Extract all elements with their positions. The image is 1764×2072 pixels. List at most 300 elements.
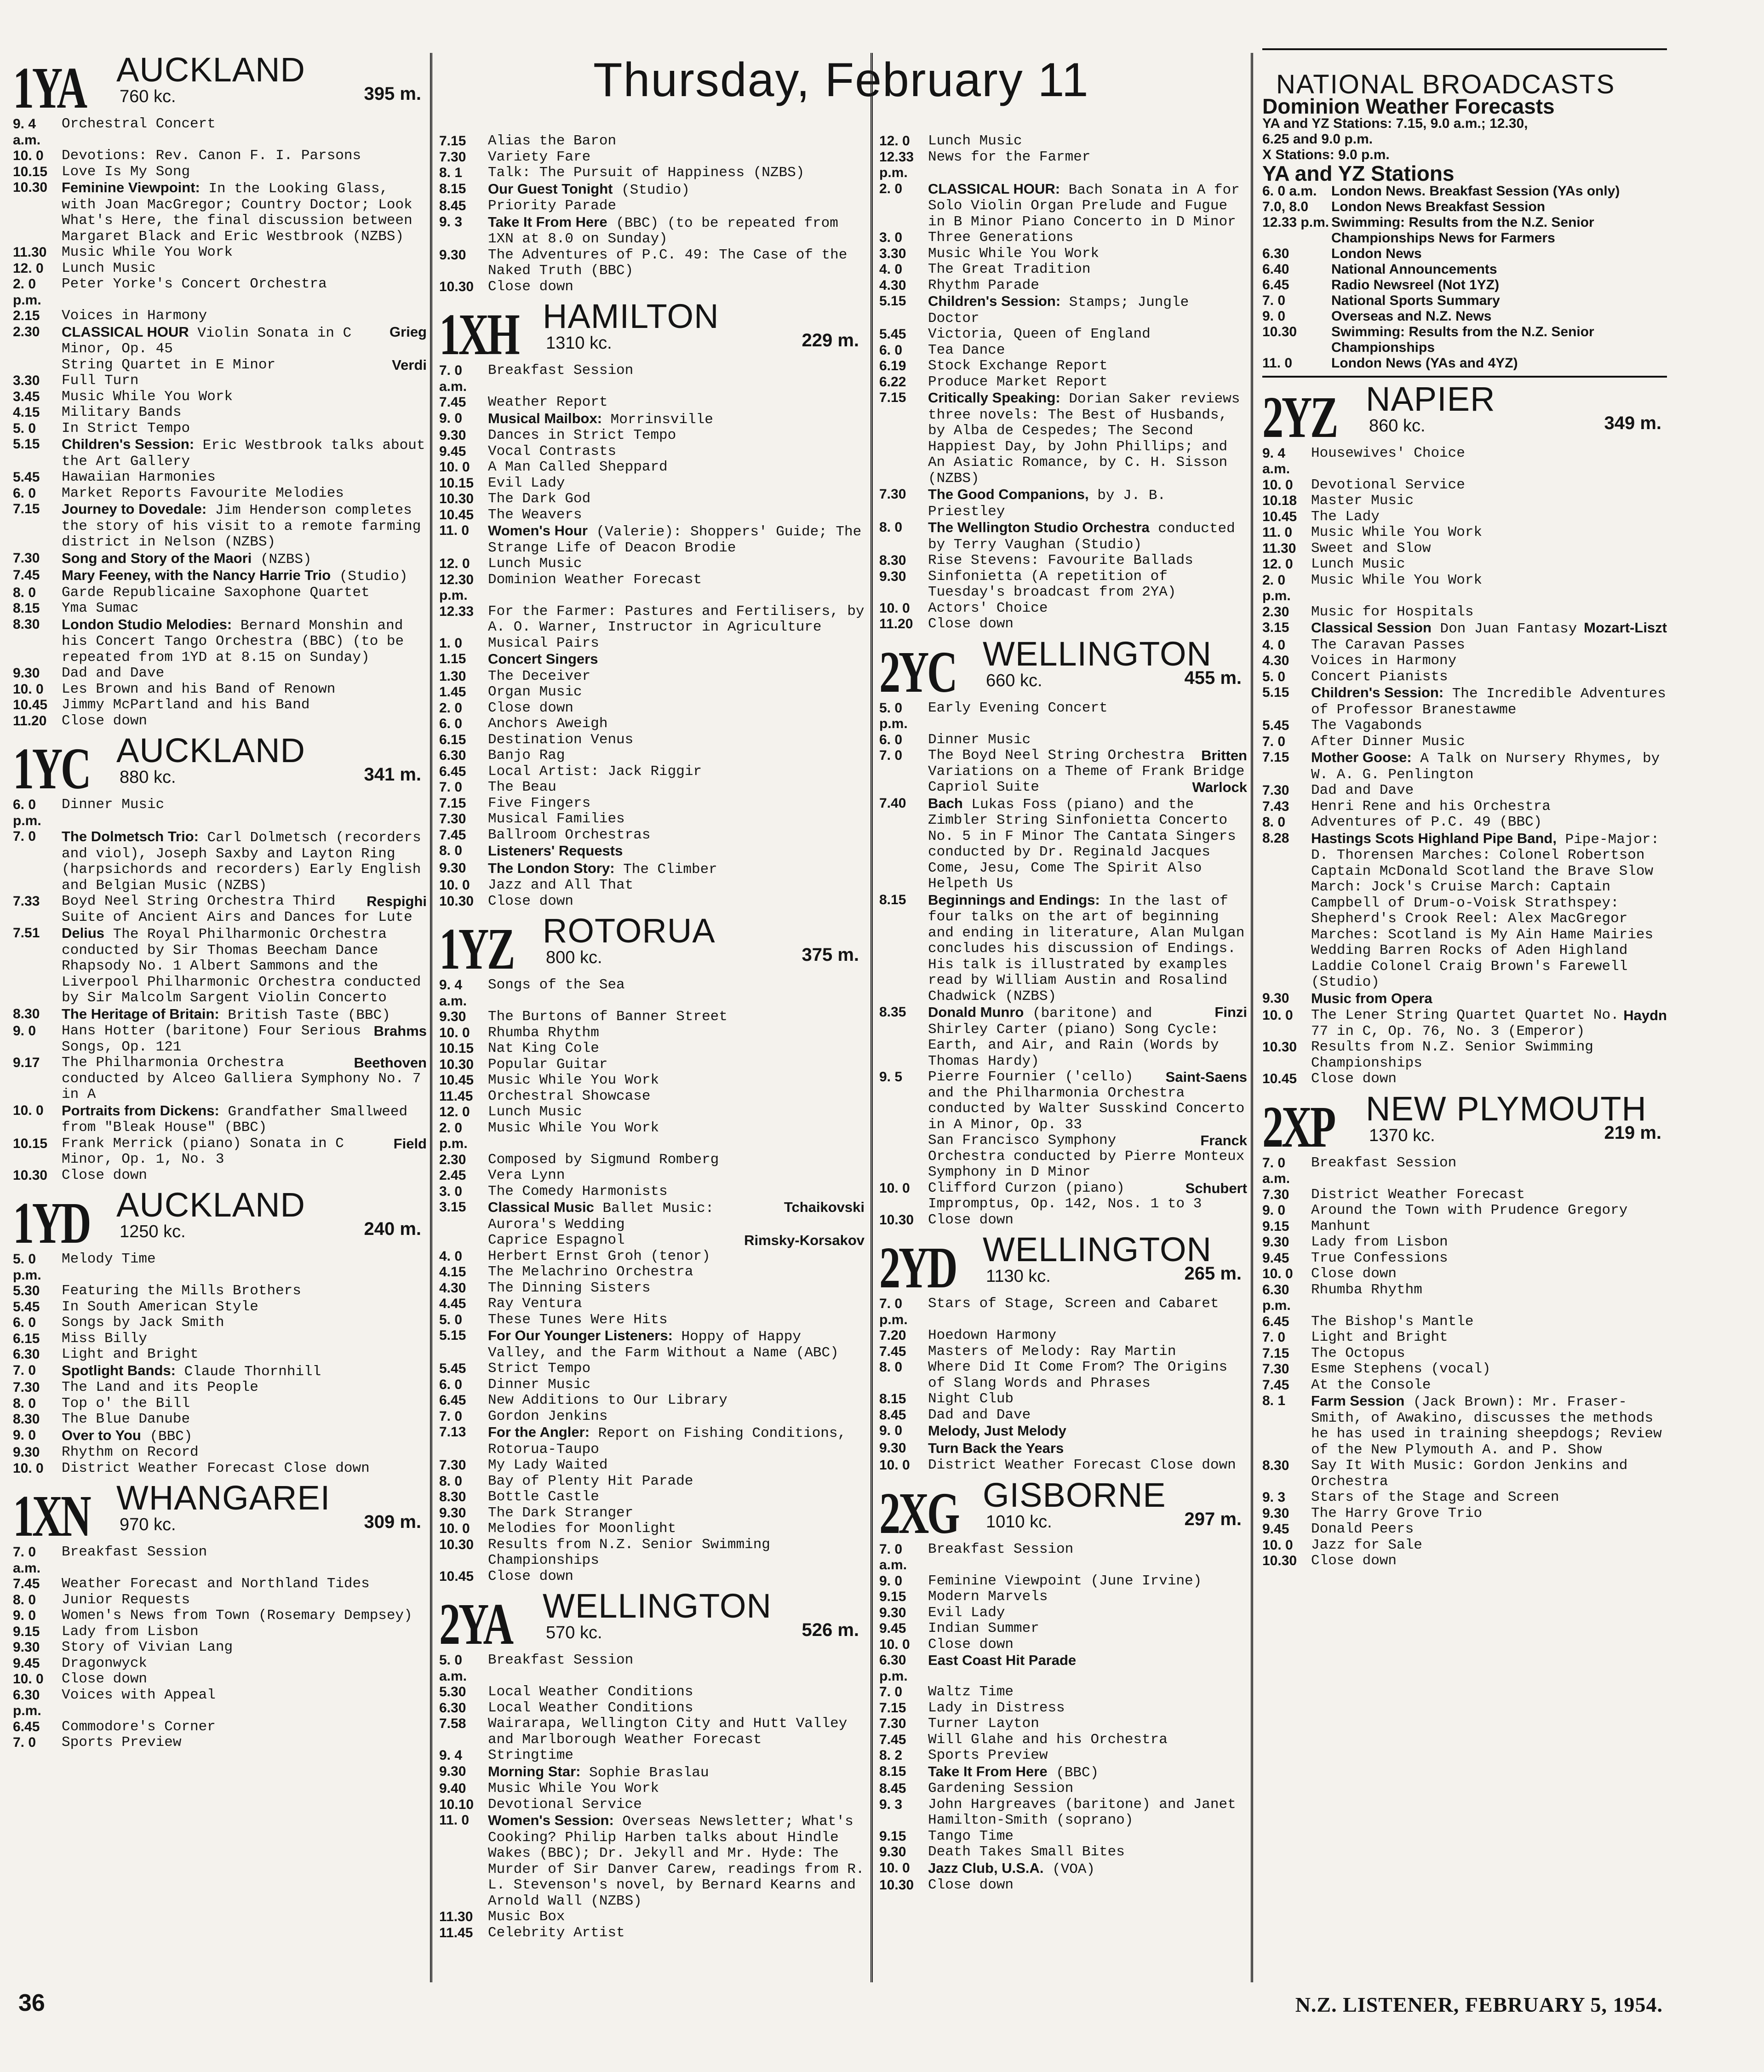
programme-detail: John Hargreaves (baritone) and Janet Hamilton-Smith (soprano) <box>928 1796 1236 1828</box>
programme-time: 7. 0 <box>439 780 463 795</box>
programme-detail: The Caravan Passes <box>1311 637 1465 653</box>
programme-time: 7. 0 <box>439 1408 463 1424</box>
station-header <box>13 1186 427 1256</box>
station-frequency: 660 kc. <box>986 671 1042 690</box>
programme-row <box>13 261 427 277</box>
station-callsign: 1YZ <box>439 916 514 981</box>
programme-detail: Composed by Sigmund Romberg <box>488 1151 719 1168</box>
programme-text <box>1311 541 1667 557</box>
programme-time: 2. 0 p.m. <box>439 1120 468 1151</box>
programme-text <box>62 666 427 682</box>
programme-row <box>13 1640 427 1656</box>
programme-row <box>439 1152 865 1168</box>
programme-time: 6. 0 p.m. <box>13 797 41 828</box>
programme-text <box>928 262 1247 278</box>
programme-time: 9.30 <box>439 1763 466 1779</box>
weather-line: 6.25 and 9.0 p.m. <box>1262 132 1373 147</box>
programme-text <box>62 1428 427 1445</box>
programme-row <box>439 198 865 214</box>
programme-row <box>879 520 1247 553</box>
programme-row <box>1262 1393 1667 1458</box>
programme-detail: Orchestral Concert <box>62 116 216 132</box>
programme-row <box>439 181 865 199</box>
programme-text <box>1311 750 1667 783</box>
programme-detail: Waltz Time <box>928 1684 1014 1700</box>
programme-title: Children's Session: <box>1311 684 1444 700</box>
programme-row <box>879 1328 1247 1344</box>
programme-detail: Songs by Jack Smith <box>62 1314 224 1331</box>
programme-row <box>439 1377 865 1393</box>
programme-text <box>488 1521 865 1537</box>
programme-time: 7.20 <box>879 1328 906 1343</box>
programme-row <box>1262 493 1667 509</box>
programme-time: 8. 1 <box>1262 1393 1286 1408</box>
programme-time: 10.30 <box>879 1877 914 1893</box>
programme-time: 7.15 <box>13 501 40 517</box>
station-frequency: 880 kc. <box>120 768 176 787</box>
programme-time: 7.30 <box>13 550 40 566</box>
programme-row <box>13 1023 427 1055</box>
programme-row <box>13 148 427 164</box>
programme-text <box>488 523 865 556</box>
programme-row <box>13 180 427 245</box>
programme-time: 9. 3 <box>879 1796 903 1812</box>
programme-text <box>488 1312 865 1328</box>
programme-detail: Yma Sumac <box>62 600 139 616</box>
programme-row <box>1262 1008 1667 1039</box>
programme-time: 9.40 <box>439 1781 466 1796</box>
programme-text <box>62 585 427 601</box>
station-wavelength: 265 m. <box>1184 1263 1242 1284</box>
programme-row <box>439 1249 865 1265</box>
programme-row <box>13 551 427 568</box>
programme-detail: Light and Bright <box>62 1346 199 1362</box>
programme-text <box>1311 1314 1667 1330</box>
programme-time: 7. 0 <box>1262 293 1286 308</box>
programme-detail: Dorian Saker reviews three novels: The Best of Husbands, by Alba de Cespedes; The Second Happiest Day, by John Phillips; and An Asiatic Romance, by C. H. Sisson (NZBS) <box>928 391 1240 487</box>
programme-title: Women's Session: <box>488 1812 614 1828</box>
programme-time: 8. 0 <box>1262 815 1286 830</box>
programme-row <box>1262 799 1667 815</box>
programme-row <box>13 116 427 148</box>
programme-text <box>488 1409 865 1425</box>
programme-text <box>488 363 865 395</box>
programme-row <box>439 1781 865 1797</box>
composer-name: Britten <box>1201 747 1247 763</box>
programme-time: 12. 0 <box>13 260 44 276</box>
programme-detail: Henri Rene and his Orchestra <box>1311 798 1551 815</box>
programme-text <box>62 1640 427 1656</box>
programme-time: 6.30 <box>13 1347 40 1362</box>
programme-text <box>488 732 865 748</box>
programme-text <box>488 1537 865 1569</box>
programme-text <box>1311 669 1667 685</box>
station-block-s2yz <box>1262 379 1667 1087</box>
programme-title: Turn Back the Years <box>928 1440 1064 1456</box>
programme-row <box>439 1168 865 1184</box>
programme-time: 6. 0 <box>879 342 903 358</box>
programme-detail: The Beau <box>488 779 556 795</box>
programme-time: 9.15 <box>13 1624 40 1639</box>
programme-text <box>488 1716 865 1748</box>
programme-time: 8. 0 <box>13 585 36 600</box>
programme-detail: Dinner Music <box>488 1376 591 1393</box>
programme-time: 3.30 <box>879 246 906 261</box>
programme-text <box>488 1700 865 1716</box>
programme-detail: After Dinner Music <box>1311 733 1465 750</box>
programme-text <box>62 486 427 502</box>
programme-row <box>1262 477 1667 494</box>
national-row <box>1262 309 1667 324</box>
programme-detail: Vocal Contrasts <box>488 443 617 459</box>
programme-time: 4.30 <box>879 277 906 293</box>
programme-time: 7. 0 <box>13 1362 36 1378</box>
programme-text <box>1311 1553 1667 1569</box>
programme-detail: Close down <box>488 1568 574 1584</box>
programme-text <box>488 1361 865 1377</box>
programme-detail: Clifford Curzon (piano) Impromptus, Op. 142, Nos. 1 to 3 <box>928 1180 1202 1212</box>
programme-detail: Wairarapa, Wellington City and Hutt Valley and Marlborough Weather Forecast <box>488 1716 848 1748</box>
programme-time: 10.30 <box>439 1056 474 1072</box>
programme-detail: Pipe-Major: D. Thorensen Marches: Colonel Robertson Captain McDonald Scotland the Brave Slow March: Jock's Cruise March: Captain Campbell of Drum-o-Voisk Strathspey: Shepherd's Crook Reel: Alex MacGregor Marches: Scotland is My Ain Hame Mairies Wedding Barren Rocks of Aden Highland Laddie Colonel Craig Brown's Farewell (Studio) <box>1311 831 1660 990</box>
programme-time: 10. 0 <box>439 1025 470 1040</box>
programme-title: Feminine Viewpoint: <box>62 179 200 195</box>
programme-row <box>1262 1282 1667 1314</box>
programme-detail: The Harry Grove Trio <box>1311 1505 1483 1521</box>
programme-row <box>879 487 1247 520</box>
programme-time: 10. 0 <box>1262 1008 1293 1023</box>
programme-text <box>928 327 1247 343</box>
programme-detail: Radio Newsreel (Not 1YZ) <box>1331 277 1500 293</box>
programme-detail: My Lady Waited <box>488 1457 608 1473</box>
programme-title: East Coast Hit Parade <box>928 1652 1077 1668</box>
programme-detail: Alias the Baron <box>488 133 617 149</box>
station-callsign: 1XN <box>13 1483 90 1549</box>
station-block-s2xg <box>879 1475 1247 1894</box>
programme-text <box>62 180 427 245</box>
programme-text <box>488 1909 865 1925</box>
programme-time: 1.30 <box>439 668 466 684</box>
programme-row <box>1262 1490 1667 1506</box>
programme-detail: The Great Tradition <box>928 261 1091 277</box>
programme-text <box>488 1184 865 1200</box>
programme-row <box>13 1576 427 1592</box>
programme-row <box>879 796 1247 892</box>
programme-detail: Weather Forecast and Northland Tides <box>62 1576 370 1592</box>
programme-text <box>62 261 427 277</box>
programme-detail: London News Breakfast Session <box>1331 199 1546 214</box>
station-block-s1xn <box>13 1481 427 1751</box>
station-callsign: 1XH <box>439 302 518 367</box>
programme-row <box>13 308 427 324</box>
programme-text <box>62 1347 427 1363</box>
programme-text <box>62 245 427 261</box>
programme-row <box>439 1057 865 1073</box>
programme-time: 7.15 <box>879 390 906 405</box>
station-callsign: 1YD <box>13 1190 90 1256</box>
programme-row <box>439 1393 865 1409</box>
programme-row <box>439 395 865 411</box>
programme-detail: Where Did It Come From? The Origins of Slang Words and Phrases <box>928 1359 1228 1391</box>
programme-row <box>879 1653 1247 1684</box>
programme-time: 9.45 <box>439 443 466 459</box>
programme-text <box>488 491 865 507</box>
programme-time: 8.45 <box>879 1781 906 1796</box>
programme-text <box>488 459 865 476</box>
programme-time: 9. 0 <box>879 1573 903 1589</box>
programme-detail: Close down <box>928 1877 1014 1893</box>
programme-time: 5.30 <box>13 1283 40 1298</box>
programme-row <box>439 1797 865 1813</box>
station-frequency: 1130 kc. <box>986 1267 1051 1286</box>
programme-time: 11. 0 <box>1262 525 1293 540</box>
programme-row <box>439 1653 865 1684</box>
station-city: NAPIER <box>1366 379 1495 418</box>
programme-title: Morning Star: <box>488 1763 581 1779</box>
programme-title: Classical Session <box>1311 620 1432 636</box>
programme-row <box>13 486 427 502</box>
programme-text <box>488 1569 865 1585</box>
programme-detail: The Burtons of Banner Street <box>488 1009 727 1025</box>
programme-detail: Love Is My Song <box>62 163 190 180</box>
programme-time: 7. 0 <box>1262 734 1286 749</box>
national-row <box>1262 356 1667 371</box>
programme-time: 9.30 <box>879 1440 906 1456</box>
programme-time: 6.45 <box>1262 1314 1289 1329</box>
programme-text <box>928 1764 1247 1781</box>
programme-row <box>1262 1458 1667 1490</box>
programme-time: 7.30 <box>439 1458 466 1473</box>
programme-time: 7. 0 <box>13 1735 36 1750</box>
programme-row <box>439 811 865 827</box>
programme-title: Concert Singers <box>488 651 598 667</box>
programme-text <box>488 214 865 247</box>
programme-detail: Say It With Music: Gordon Jenkins and Orchestra <box>1311 1458 1628 1490</box>
programme-detail: Music for Hospitals <box>1311 603 1474 620</box>
programme-detail: Weather Report <box>488 394 608 410</box>
station-wavelength: 219 m. <box>1604 1122 1661 1143</box>
programme-time: 8. 1 <box>439 165 463 180</box>
programme-detail: Melodies for Moonlight <box>488 1521 676 1537</box>
programme-title: Journey to Dovedale: <box>62 501 207 517</box>
programme-text <box>488 1393 865 1409</box>
composer-name: Finzi <box>1214 1004 1247 1020</box>
programme-detail: Concert Pianists <box>1311 668 1448 685</box>
programme-row <box>439 1813 865 1909</box>
programme-text <box>928 390 1247 487</box>
programme-text <box>488 1925 865 1941</box>
station-wavelength: 526 m. <box>802 1620 859 1640</box>
programme-text <box>62 1687 427 1719</box>
programme-detail: Feminine Viewpoint (June Irvine) <box>928 1573 1202 1589</box>
programme-text <box>928 553 1247 569</box>
national-title: NATIONAL BROADCASTS <box>1276 69 1615 99</box>
programme-text <box>1311 831 1667 991</box>
programme-text <box>928 1328 1247 1344</box>
programme-time: 9.15 <box>1262 1218 1289 1234</box>
programme-time: 5.45 <box>1262 718 1289 733</box>
programme-detail: Close down <box>1311 1266 1397 1282</box>
programme-row <box>13 436 427 470</box>
programme-text <box>928 1700 1247 1716</box>
programme-row <box>439 977 865 1009</box>
programme-row <box>879 1589 1247 1605</box>
programme-row <box>1262 734 1667 750</box>
programme-row <box>439 1537 865 1569</box>
programme-row <box>879 293 1247 327</box>
programme-detail: (BBC) <box>149 1428 193 1445</box>
programme-text <box>928 1860 1247 1878</box>
programme-time: 3.15 <box>439 1200 466 1215</box>
programme-title: The London Story: <box>488 860 615 876</box>
programme-detail: Actors' Choice <box>928 600 1048 616</box>
programme-detail: Bay of Plenty Hit Parade <box>488 1473 693 1489</box>
programme-text <box>1311 991 1667 1008</box>
programme-title: For Our Younger Listeners: <box>488 1327 673 1343</box>
programme-title: Portraits from Dickens: <box>62 1102 219 1119</box>
programme-text <box>488 764 865 780</box>
programme-text <box>1311 525 1667 541</box>
programme-detail: Breakfast Session <box>62 1544 207 1560</box>
programme-row <box>13 925 427 1006</box>
programme-text <box>928 1844 1247 1860</box>
programme-text <box>1311 1039 1667 1071</box>
programme-time: 9.30 <box>1262 1505 1289 1521</box>
programme-text <box>488 507 865 523</box>
programme-row <box>13 373 427 389</box>
station-frequency: 1370 kc. <box>1369 1125 1435 1145</box>
programme-text <box>488 748 865 764</box>
programme-time: 9. 3 <box>439 214 463 230</box>
programme-title: Bach <box>928 795 963 811</box>
programme-detail: Five Fingers <box>488 795 591 811</box>
programme-text <box>928 796 1247 892</box>
programme-text <box>488 1200 865 1233</box>
programme-time: 10.15 <box>439 475 474 491</box>
programme-row <box>1262 1553 1667 1569</box>
station-block-s1yz <box>439 914 865 1584</box>
programme-detail: The Bishop's Mantle <box>1311 1313 1474 1330</box>
programme-row <box>879 1684 1247 1700</box>
programme-text <box>1311 1330 1667 1346</box>
station-block-s2ya <box>439 1589 865 1941</box>
programme-detail: Swimming: Results from the N.Z. Senior Championships <box>1331 324 1594 355</box>
programme-text <box>488 1377 865 1393</box>
programme-row <box>879 780 1247 796</box>
programme-detail: Violin Sonata in C Minor, Op. 45 <box>62 325 352 357</box>
programme-detail: Hoppy of Happy Valley, and the Farm Without a Name (ABC) <box>488 1329 839 1361</box>
programme-row <box>13 1735 427 1751</box>
composer-name: Haydn <box>1623 1007 1667 1023</box>
programme-detail: (BBC) <box>1056 1764 1099 1781</box>
programme-title: Hastings Scots Highland Pipe Band, <box>1311 830 1557 846</box>
programme-time: 7.30 <box>879 487 906 502</box>
programme-time: 10. 0 <box>879 600 910 616</box>
programme-row <box>439 1312 865 1328</box>
programme-text <box>62 1608 427 1624</box>
programme-text <box>928 374 1247 390</box>
programme-time: 10. 0 <box>13 1460 44 1476</box>
programme-row <box>1262 1538 1667 1554</box>
programme-time: 9.30 <box>1262 1234 1289 1250</box>
programme-detail: Lady from Lisbon <box>1311 1234 1448 1250</box>
composer-name: Respighi <box>367 893 427 909</box>
programme-detail: Strict Tempo <box>488 1360 591 1377</box>
programme-row <box>439 149 865 166</box>
programme-detail: Close down <box>928 1211 1014 1228</box>
programme-detail: Close down <box>1311 1553 1397 1569</box>
programme-row <box>13 1544 427 1576</box>
programme-row <box>13 1168 427 1184</box>
programme-text <box>1311 734 1667 750</box>
programme-detail: Frank Merrick (piano) Sonata in C Minor, Op. 1, No. 3 <box>62 1135 344 1167</box>
programme-text <box>62 1363 427 1380</box>
programme-detail: conducted by Terry Vaughan (Studio) <box>928 521 1235 553</box>
programme-time: 3.15 <box>1262 620 1289 635</box>
programme-time: 10.30 <box>879 1212 914 1228</box>
programme-detail: Dances in Strict Tempo <box>488 427 676 443</box>
programme-row <box>879 1360 1247 1391</box>
programme-time: 7. 0 <box>879 1684 903 1699</box>
programme-time: 7.30 <box>1262 783 1289 798</box>
programme-detail: Modern Marvels <box>928 1589 1048 1605</box>
programme-detail: National Announcements <box>1331 261 1497 277</box>
programme-text <box>62 1283 427 1299</box>
programme-row <box>879 1621 1247 1637</box>
programme-detail: London News (YAs and 4YZ) <box>1331 355 1518 371</box>
programme-time: 6.19 <box>879 358 906 373</box>
programme-row <box>1262 1378 1667 1394</box>
programme-row <box>1262 1330 1667 1346</box>
programme-text <box>62 797 427 829</box>
programme-text <box>62 1380 427 1396</box>
programme-detail: Results from N.Z. Senior Swimming Championships <box>488 1536 770 1568</box>
programme-row <box>879 262 1247 278</box>
programme-text <box>1311 637 1667 654</box>
programme-row <box>879 1637 1247 1653</box>
programme-row <box>439 428 865 444</box>
programme-row <box>879 1860 1247 1878</box>
programme-detail: Jim Henderson completes the story of his visit to a remote farming district in Nelson (NZBS) <box>62 502 421 550</box>
programme-detail: Dragonwyck <box>62 1655 148 1671</box>
station-header <box>1262 1089 1667 1159</box>
programme-detail: (Jack Brown): Mr. Fraser-Smith, of Awakino, discusses the methods he has used in training sheepdogs; Review of the New Plymouth A. and P. Show <box>1311 1394 1662 1458</box>
national-row <box>1262 324 1667 356</box>
programme-row <box>1262 1071 1667 1087</box>
programme-row <box>439 214 865 247</box>
programme-detail: Priority Parade <box>488 198 617 214</box>
programme-row <box>879 1732 1247 1748</box>
programme-text <box>488 1280 865 1297</box>
programme-time: 11.30 <box>1262 540 1296 556</box>
station-callsign: 2XP <box>1262 1094 1334 1159</box>
programme-time: 8.15 <box>439 181 466 196</box>
programme-text <box>928 748 1247 780</box>
station-header <box>439 297 865 367</box>
programme-row <box>13 601 427 617</box>
programme-text <box>62 1251 427 1283</box>
programme-text <box>488 1104 865 1120</box>
programme-time: 9.30 <box>439 1009 466 1024</box>
programme-text <box>928 1212 1247 1228</box>
programme-detail: Music While You Work <box>1311 572 1483 588</box>
programme-time: 10. 0 <box>879 1636 910 1652</box>
station-callsign: 2XG <box>879 1480 958 1546</box>
station-block-s2yc <box>879 634 1247 1228</box>
programme-text <box>928 1637 1247 1653</box>
programme-detail: Death Takes Small Bites <box>928 1844 1125 1860</box>
programme-time: 7.30 <box>1262 1361 1289 1377</box>
